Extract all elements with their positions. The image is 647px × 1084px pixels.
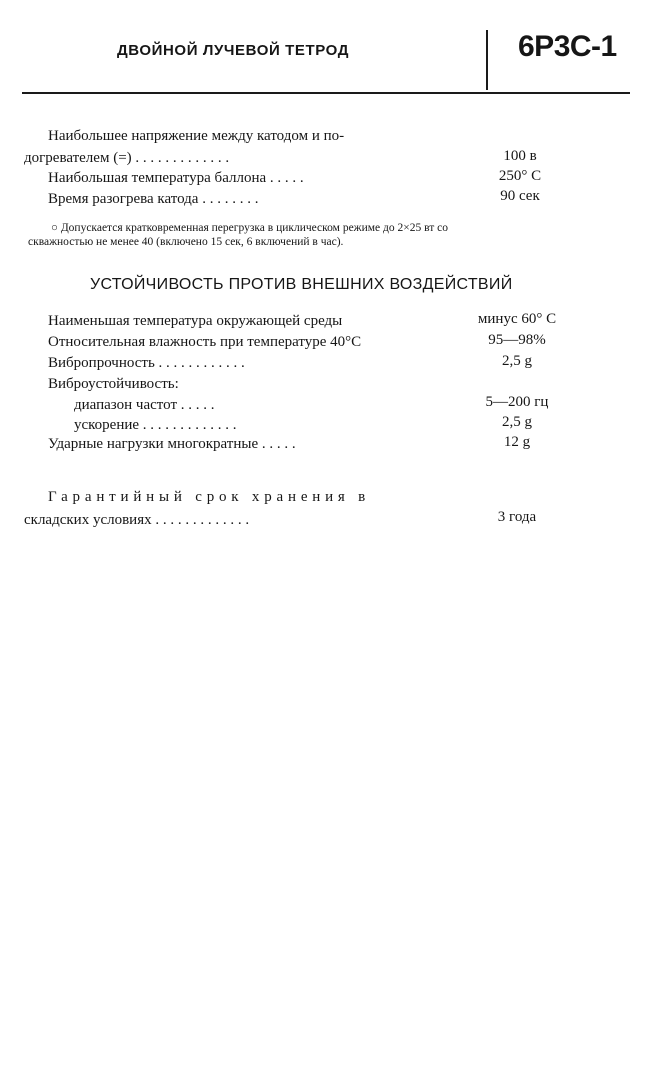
env-row-value: 12 g: [503, 434, 531, 450]
env-row-value: 2,5 g: [502, 353, 532, 369]
env-row-label: Ударные нагрузки многократные . . . . .: [48, 436, 296, 452]
bulb-temp-label: Наибольшая температура баллона . . . . .: [48, 170, 304, 186]
env-row-label: Относительная влажность при температуре 40°С: [48, 334, 362, 350]
header-divider-horizontal: [22, 92, 630, 94]
env-row-label: Наименьшая температура окружающей среды: [48, 313, 343, 329]
storage-label-line2: складских условиях . . . . . . . . . . . . .: [24, 512, 250, 528]
env-row-value: минус 60° С: [477, 311, 557, 327]
heater-voltage-label-line2: догревателем (=) . . . . . . . . . . . . .: [24, 150, 230, 166]
env-row-label: ускорение . . . . . . . . . . . . .: [74, 417, 237, 433]
bulb-temp-value: 250° С: [498, 168, 542, 184]
header-divider-vertical: [486, 30, 488, 90]
storage-label-line1: Гарантийный срок хранения в: [48, 489, 371, 505]
env-row-label: Вибропрочность . . . . . . . . . . . .: [48, 355, 245, 371]
environment-section-heading: УСТОЙЧИВОСТЬ ПРОТИВ ВНЕШНИХ ВОЗДЕЙСТВИЙ: [90, 276, 513, 293]
env-row-value: 5—200 гц: [485, 394, 549, 410]
warmup-label: Время разогрева катода . . . . . . . .: [48, 191, 259, 207]
heater-voltage-value: 100 в: [503, 148, 537, 164]
env-row-value: 95—98%: [488, 332, 546, 348]
heater-voltage-label-line1: Наибольшее напряжение между катодом и по-: [48, 128, 345, 144]
footnote-line1: ○ Допускается кратковременная перегрузка в циклическом режиме до 2×25 вт со: [51, 222, 449, 234]
env-row-label: Виброустойчивость:: [48, 376, 179, 392]
header-title: ДВОЙНОЙ ЛУЧЕВОЙ ТЕТРОД: [117, 42, 350, 59]
env-row-value: 2,5 g: [502, 414, 532, 430]
footnote-line2: скважностью не менее 40 (включено 15 сек, 6 включений в час).: [28, 236, 344, 248]
storage-value: 3 года: [497, 509, 537, 525]
env-row-label: диапазон частот . . . . .: [74, 397, 215, 413]
tube-code: 6Р3С-1: [518, 30, 617, 63]
warmup-value: 90 сек: [500, 188, 540, 204]
